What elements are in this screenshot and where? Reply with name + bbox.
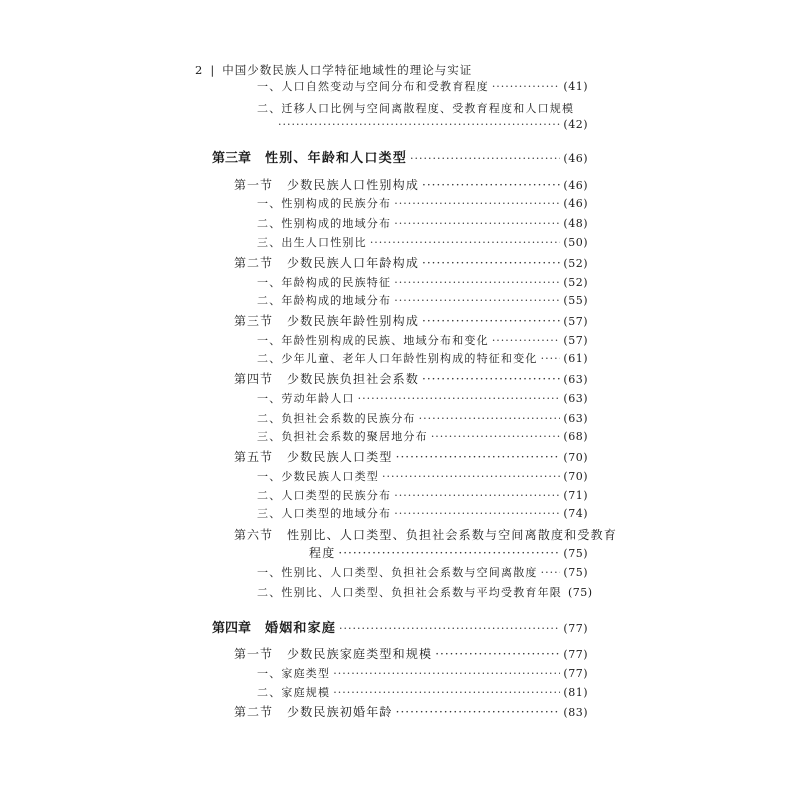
page-number: (81): [563, 686, 588, 699]
dot-leader: [396, 705, 561, 719]
toc-item[interactable]: [257, 217, 588, 231]
toc-item-title: 一、性别比、人口类型、负担社会系数与空间离散度: [257, 566, 538, 579]
toc-item[interactable]: [257, 80, 588, 94]
dot-leader: [396, 450, 561, 464]
header-book-title: 中国少数民族人口学特征地域性的理论与实证: [222, 63, 473, 77]
toc-item-continued[interactable]: [278, 118, 588, 132]
toc-section[interactable]: [234, 705, 588, 720]
page-number: (63): [563, 412, 588, 425]
dot-leader: [338, 546, 560, 560]
toc-item-title: 二、家庭规模: [257, 686, 331, 699]
toc-section-continued-title: 程度: [309, 546, 336, 560]
page-number: (70): [563, 451, 588, 464]
toc-section-label: 第二节: [234, 256, 274, 270]
header-page-number: 2: [195, 63, 204, 77]
dot-leader: [431, 430, 561, 444]
page-number: (68): [563, 430, 588, 443]
toc-section-title: 少数民族人口性别构成: [287, 178, 420, 192]
page-number: (74): [563, 507, 588, 520]
toc-item-title: 三、出生人口性别比: [257, 236, 367, 249]
toc-chapter-title: 性别、年龄和人口类型: [265, 151, 408, 166]
page-number: (77): [563, 648, 588, 661]
toc-section-title: 性别比、人口类型、负担社会系数与空间离散度和受教育: [287, 528, 618, 542]
dot-leader: [394, 507, 560, 521]
dot-leader: [422, 372, 560, 386]
page-number: (48): [563, 217, 588, 230]
toc-section[interactable]: [234, 178, 588, 193]
dot-leader: [394, 276, 560, 290]
toc-section-title: 少数民族年龄性别构成: [287, 314, 420, 328]
header-separator: |: [210, 63, 216, 77]
toc-item[interactable]: [257, 430, 588, 444]
toc-item[interactable]: [257, 586, 593, 600]
page-number: (63): [563, 392, 588, 405]
toc-section[interactable]: [234, 450, 588, 465]
page-number: (61): [563, 352, 588, 365]
dot-leader: [278, 118, 560, 132]
toc-chapter-label: 第三章: [212, 151, 252, 166]
dot-leader: [419, 412, 561, 426]
toc-item[interactable]: [257, 470, 588, 484]
page-number: (75): [563, 566, 588, 579]
dot-leader: [410, 152, 560, 166]
toc-item[interactable]: [257, 276, 588, 290]
page-number: (46): [563, 197, 588, 210]
toc-item-title: 一、性别构成的民族分布: [257, 197, 392, 210]
toc-section-label: 第二节: [234, 705, 274, 719]
dot-leader: [394, 489, 560, 503]
page-number: (77): [563, 667, 588, 680]
toc-item-title: 二、年龄构成的地域分布: [257, 294, 392, 307]
toc-item[interactable]: [257, 197, 588, 211]
dot-leader: [541, 352, 561, 366]
toc-chapter[interactable]: [212, 152, 588, 166]
toc-item-title: 一、年龄构成的民族特征: [257, 276, 392, 289]
dot-leader: [541, 566, 561, 580]
toc-item-title: 二、性别比、人口类型、负担社会系数与平均受教育年限: [257, 586, 562, 599]
toc-item-title[interactable]: 二、迁移人口比例与空间离散程度、受教育程度和人口规模: [257, 102, 575, 115]
page-number: (70): [563, 470, 588, 483]
toc-item-title: 二、少年儿童、老年人口年龄性别构成的特征和变化: [257, 352, 538, 365]
page-number: (63): [563, 373, 588, 386]
toc-item[interactable]: [257, 489, 588, 503]
dot-leader: [394, 217, 560, 231]
toc-item-title: 三、人口类型的地域分布: [257, 507, 392, 520]
toc-item[interactable]: [257, 236, 588, 250]
page-number: (83): [563, 706, 588, 719]
page-number: (46): [563, 179, 588, 192]
toc-item-title: 二、性别构成的地域分布: [257, 217, 392, 230]
toc-section[interactable]: [234, 647, 588, 662]
toc-item-title: 一、人口自然变动与空间分布和受教育程度: [257, 80, 489, 93]
toc-section-label: 第一节: [234, 178, 274, 192]
dot-leader: [333, 686, 560, 700]
dot-leader: [422, 314, 560, 328]
dot-leader: [422, 256, 560, 270]
toc-chapter[interactable]: [212, 622, 588, 636]
toc-section-label: 第六节: [234, 528, 274, 542]
page-number: (52): [563, 276, 588, 289]
page-number: (57): [563, 315, 588, 328]
toc-item-title: 一、家庭类型: [257, 667, 331, 680]
toc-item-title: 一、劳动年龄人口: [257, 392, 355, 405]
toc-section-label: 第一节: [234, 647, 274, 661]
toc-item[interactable]: [257, 334, 588, 348]
dot-leader: [370, 236, 561, 250]
page-number: (42): [563, 118, 588, 131]
toc-section-title: 少数民族初婚年龄: [287, 705, 393, 719]
page-number: (71): [563, 489, 588, 502]
page-number: (57): [563, 334, 588, 347]
toc-item-title: 三、负担社会系数的聚居地分布: [257, 430, 428, 443]
toc-section[interactable]: [234, 256, 588, 271]
toc-section-label: 第三节: [234, 314, 274, 328]
toc-section-title: 少数民族负担社会系数: [287, 372, 420, 386]
page-number: (50): [563, 236, 588, 249]
toc-item[interactable]: [257, 566, 588, 580]
toc-item[interactable]: [257, 392, 588, 406]
toc-section-label: 第五节: [234, 450, 274, 464]
toc-item[interactable]: [257, 667, 588, 681]
page-number: (41): [563, 80, 588, 93]
toc-chapter-label: 第四章: [212, 621, 252, 636]
page-number: (46): [563, 152, 588, 165]
toc-section-label: 第四节: [234, 372, 274, 386]
dot-leader: [435, 647, 560, 661]
page-number: (75): [563, 547, 588, 560]
toc-item-title: 二、人口类型的民族分布: [257, 489, 392, 502]
dot-leader: [492, 334, 561, 348]
toc-item[interactable]: [257, 412, 588, 426]
toc-section[interactable]: [234, 314, 588, 329]
toc-item-title: 一、年龄性别构成的民族、地域分布和变化: [257, 334, 489, 347]
dot-leader: [382, 470, 560, 484]
page-number: (77): [563, 622, 588, 635]
toc-section[interactable]: [234, 372, 588, 387]
toc-section-title: 少数民族人口类型: [287, 450, 393, 464]
toc-item-title: 一、少数民族人口类型: [257, 470, 379, 483]
toc-item-title: 二、负担社会系数的民族分布: [257, 412, 416, 425]
toc-section-continued[interactable]: [309, 546, 588, 561]
toc-item[interactable]: [257, 352, 588, 366]
toc-section-title: 少数民族家庭类型和规模: [287, 647, 433, 661]
page-number: (55): [563, 294, 588, 307]
dot-leader: [333, 667, 560, 681]
dot-leader: [394, 197, 560, 211]
page-number: (52): [563, 257, 588, 270]
toc-section[interactable]: [234, 528, 617, 542]
toc-chapter-title: 婚姻和家庭: [265, 621, 337, 636]
toc-item[interactable]: [257, 686, 588, 700]
dot-leader: [492, 80, 561, 94]
dot-leader: [358, 392, 561, 406]
page-number: (75): [568, 586, 593, 599]
dot-leader: [339, 622, 560, 636]
toc-item[interactable]: [257, 507, 588, 521]
toc-item[interactable]: [257, 294, 588, 308]
toc-section-title: 少数民族人口年龄构成: [287, 256, 420, 270]
dot-leader: [394, 294, 560, 308]
dot-leader: [422, 178, 560, 192]
